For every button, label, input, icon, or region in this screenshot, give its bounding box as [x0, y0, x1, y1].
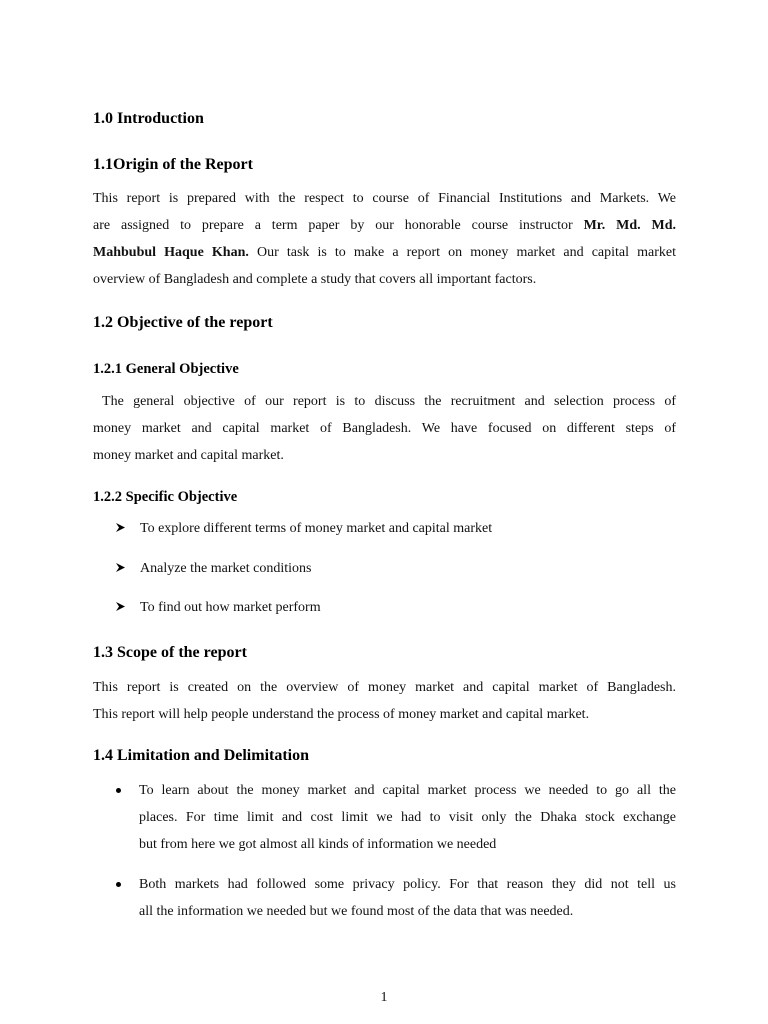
paragraph-line: Both markets had followed some privacy policy. For that reason they did not tell us — [139, 877, 676, 892]
origin-heading: 1.1Origin of the Report — [93, 156, 253, 173]
list-item-text — [139, 777, 676, 858]
instructor-name: Mr. Md. Md. — [583, 218, 676, 233]
paragraph-text: are assigned to prepare a term paper by our honorable course instructor — [93, 218, 584, 233]
arrow-bullet-icon — [115, 562, 126, 573]
paragraph-line: money market and capital market. — [93, 448, 284, 463]
general-objective-paragraph — [93, 388, 676, 469]
list-item-text — [139, 871, 676, 925]
paragraph-text: Our task is to make a report on money market and capital market — [248, 245, 676, 260]
arrow-bullet-icon — [115, 522, 126, 533]
page-number: 1 — [380, 990, 388, 1005]
origin-paragraph — [93, 185, 676, 293]
list-item — [115, 561, 311, 577]
general-objective-heading: 1.2.1 General Objective — [93, 361, 239, 377]
paragraph-line — [93, 239, 676, 266]
paragraph-line: To learn about the money market and capital market process we needed to go all the — [139, 783, 676, 798]
list-item — [115, 521, 492, 537]
paragraph-line: all the information we needed but we found most of the data that was needed. — [139, 904, 574, 919]
paragraph-line: This report is created on the overview of money market and capital market of Bangladesh. — [93, 680, 676, 695]
specific-objective-heading: 1.2.2 Specific Objective — [93, 489, 238, 505]
paragraph-line: The general objective of our report is to discuss the recruitment and selection process of — [93, 394, 676, 409]
bullet-icon — [116, 882, 121, 887]
paragraph-line: places. For time limit and cost limit we had to visit only the Dhaka stock exchange — [139, 810, 676, 825]
list-item-text: To find out how market perform — [140, 600, 321, 615]
paragraph-line: overview of Bangladesh and complete a study that covers all important factors. — [93, 272, 537, 287]
bullet-icon — [116, 788, 121, 793]
scope-heading: 1.3 Scope of the report — [93, 644, 247, 661]
paragraph-line: This report is prepared with the respect to course of Financial Institutions and Markets. We — [93, 191, 676, 206]
paragraph-line: This report will help people understand the process of money market and capital market. — [93, 707, 590, 722]
scope-paragraph — [93, 674, 676, 728]
paragraph-line: money market and capital market of Bangladesh. We have focused on different steps of — [93, 421, 676, 436]
list-item-text: To explore different terms of money market and capital market — [140, 521, 493, 536]
paragraph-line: but from here we got almost all kinds of information we needed — [139, 837, 497, 852]
arrow-bullet-icon — [115, 601, 126, 612]
list-item — [115, 600, 321, 616]
limitation-heading: 1.4 Limitation and Delimitation — [93, 747, 310, 764]
instructor-name: Mahbubul Haque Khan. — [93, 245, 249, 260]
intro-heading: 1.0 Introduction — [93, 110, 204, 127]
list-item-text: Analyze the market conditions — [140, 561, 312, 576]
paragraph-line — [93, 212, 676, 239]
objective-heading: 1.2 Objective of the report — [93, 314, 273, 331]
